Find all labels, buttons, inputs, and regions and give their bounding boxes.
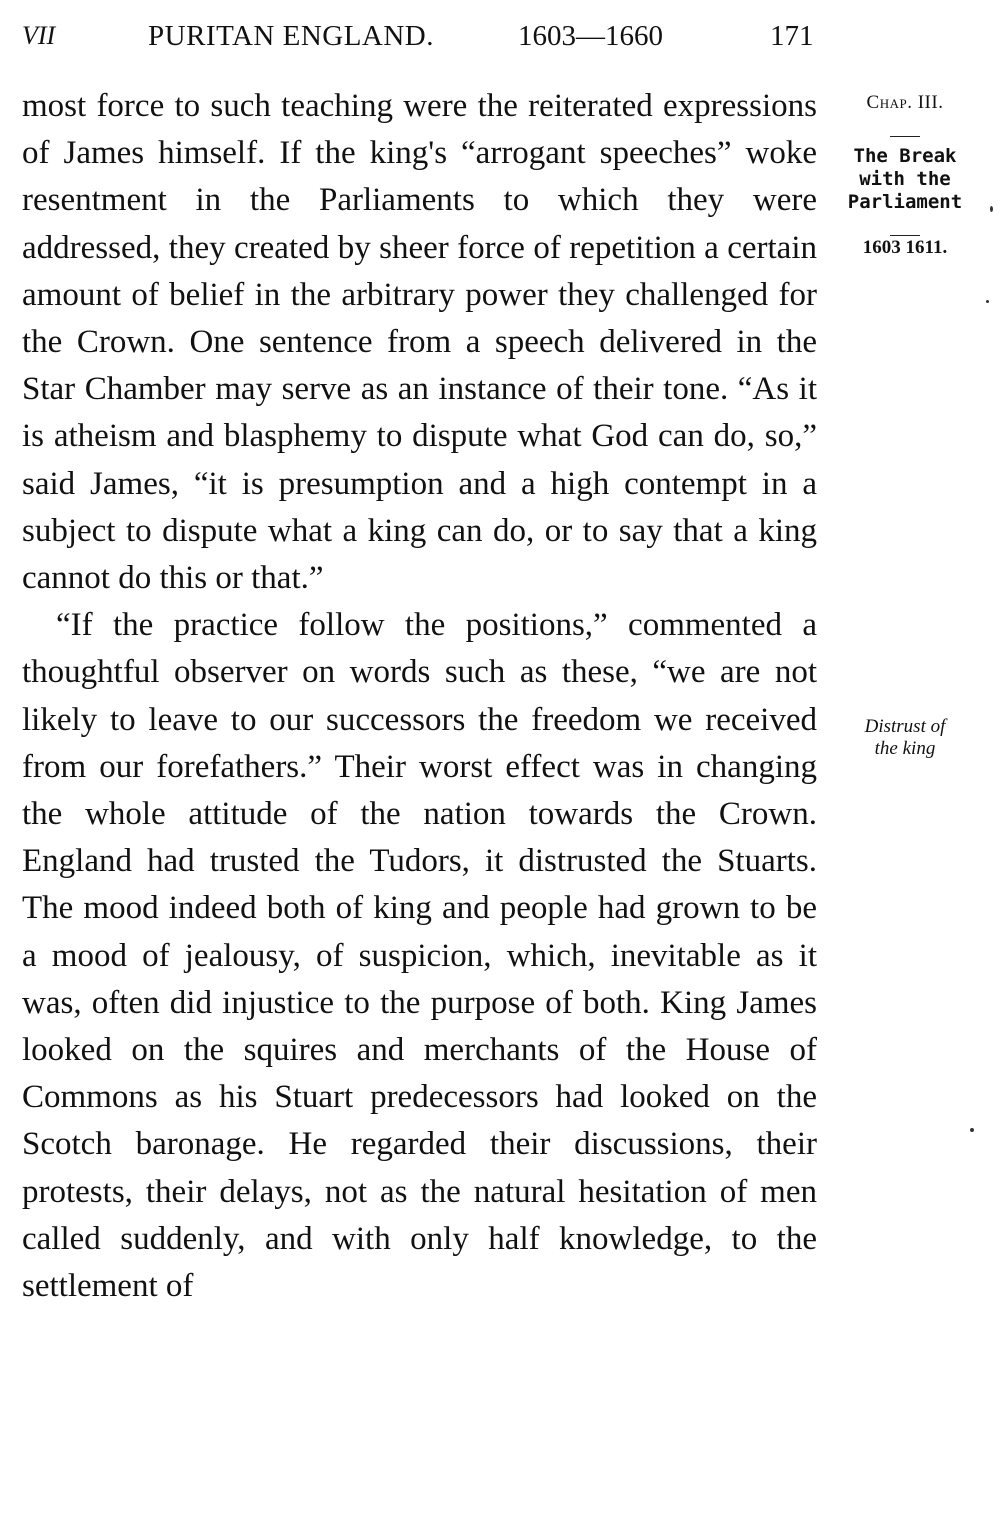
margin-note bbox=[830, 716, 980, 760]
running-header bbox=[22, 14, 822, 58]
header-title: PURITAN ENGLAND. bbox=[148, 20, 434, 52]
header-chapter-number: VII bbox=[22, 21, 56, 50]
margin-rule bbox=[890, 136, 920, 137]
margin-section-line: Parliament bbox=[847, 191, 963, 213]
page-number: 171 bbox=[770, 20, 814, 52]
margin-note-line: the king bbox=[874, 738, 936, 759]
margin-section-line: with the bbox=[859, 168, 951, 190]
margin-dates: 1603 1611. bbox=[862, 237, 948, 258]
margin-section-title bbox=[830, 145, 980, 214]
margin-note-line: Distrust of bbox=[864, 716, 946, 737]
margin-chapter-label: Chap. III. bbox=[866, 92, 944, 113]
scan-speck bbox=[986, 300, 989, 303]
paragraph: “If the practice follow the positions,” commented a thoughtful observer on words such as these, “we are not likely to leave to our successors the freedom we received from our forefathers.” Their worst effect was in changing the whole attitude of the nation towards the Crown. England had trusted the Tudors, it distrusted the Stuarts. The mood indeed both of king and people had grown to be a mood of jealousy, of suspicion, which, inevitable as it was, often did injustice to the purpose of both. King James looked on the squires and merchants of the House of Commons as his Stuart predecessors had looked on the Scotch baronage. He regarded their discussions, their protests, their delays, not as the natural hesitation of men called suddenly, and with only half knowledge, to the settlement of bbox=[22, 607, 817, 1305]
margin-rule bbox=[890, 235, 920, 236]
header-dates: 1603—1660 bbox=[518, 20, 663, 52]
main-text bbox=[22, 83, 817, 1310]
scan-speck bbox=[970, 1128, 974, 1132]
paragraph: most force to such teaching were the reiterated expressions of James himself. If the king's “arrogant speeches” woke resentment in the Parliaments to which they were addressed, they created by sheer force of repetition a certain amount of belief in the arbitrary power they challenged for the Crown. One sentence from a speech delivered in the Star Chamber may serve as an instance of their tone. “As it is atheism and blasphemy to dispute what God can do, so,” said James, “it is presumption and a high contempt in a subject to dispute what a king can do, or to say that a king cannot do this or that.” bbox=[22, 88, 817, 597]
margin-section-line: The Break bbox=[853, 145, 957, 167]
scan-speck bbox=[990, 206, 993, 212]
